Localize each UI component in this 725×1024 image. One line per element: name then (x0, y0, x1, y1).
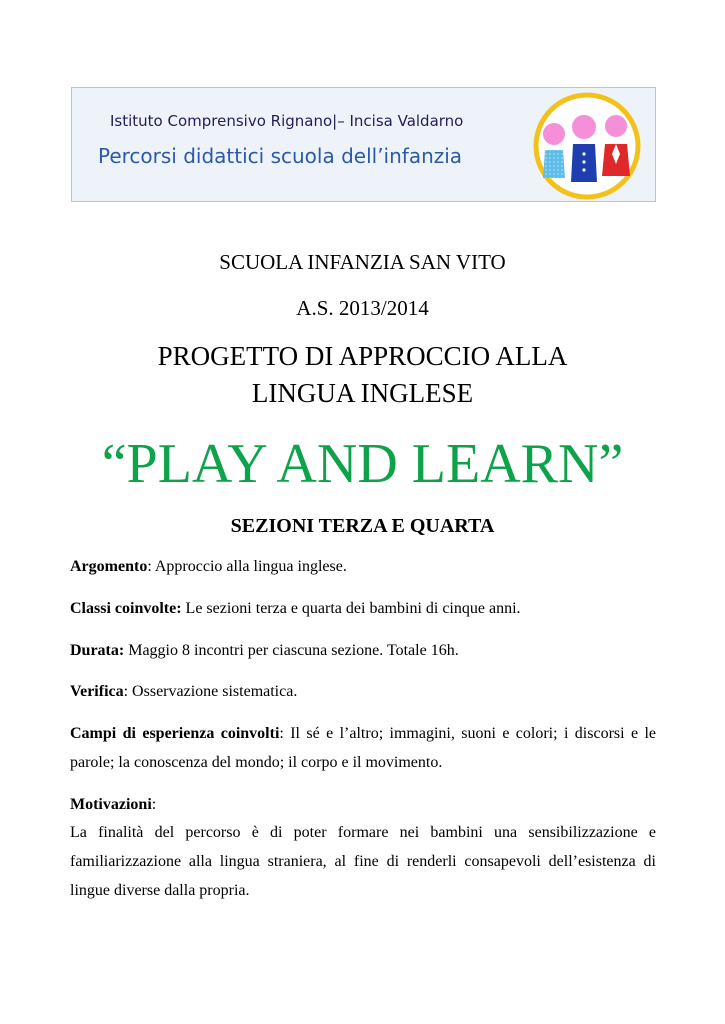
motivation-heading (70, 790, 656, 819)
field-verifica (70, 677, 656, 706)
field-durata (70, 636, 656, 665)
school-year: A.S. 2013/2014 (296, 296, 429, 320)
project-title (0, 338, 725, 412)
sections-heading: SEZIONI TERZA E QUARTA (230, 515, 495, 537)
project-title-line1: PROGETTO DI APPROCCIO ALLA (157, 341, 568, 371)
header-banner (71, 87, 656, 202)
project-title-line2: LINGUA INGLESE (251, 378, 474, 408)
institute-name: Istituto Comprensivo Rignano|– Incisa Valdarno (110, 112, 464, 130)
motivation-colon: : (151, 796, 157, 813)
header-subtitle: Percorsi didattici scuola dell’infanzia (98, 144, 463, 168)
school-logo-icon (532, 92, 642, 200)
field-value: : Il sé e l’altro; immagini, suoni e colori; i discorsi e le parole; la conoscenza del mondo; il corpo e il movimento. (70, 725, 656, 771)
field-label: Campi di esperienza coinvolti (70, 725, 280, 742)
field-value: : Osservazione sistematica. (123, 683, 298, 700)
field-value: Le sezioni terza e quarta dei bambini di cinque anni. (181, 600, 521, 617)
school-name: SCUOLA INFANZIA SAN VITO (219, 250, 506, 274)
field-classi (70, 594, 656, 623)
field-label: Classi coinvolte: (70, 600, 182, 617)
motivation-label: Motivazioni (70, 796, 152, 813)
field-argomento (70, 552, 656, 581)
field-campi (70, 719, 656, 777)
field-label: Argomento (70, 558, 148, 575)
main-title: “PLAY AND LEARN” (101, 433, 624, 495)
motivation-text: La finalità del percorso è di poter formare nei bambini una sensibilizzazione e familiarizzazione alla lingua straniera, al fine di renderli consapevoli dell’esistenza di lingue diverse dalla propria. (70, 824, 656, 899)
field-label: Durata: (70, 642, 125, 659)
field-label: Verifica (70, 683, 124, 700)
field-value: : Approccio alla lingua inglese. (147, 558, 347, 575)
field-value: Maggio 8 incontri per ciascuna sezione. Totale 16h. (124, 642, 459, 659)
